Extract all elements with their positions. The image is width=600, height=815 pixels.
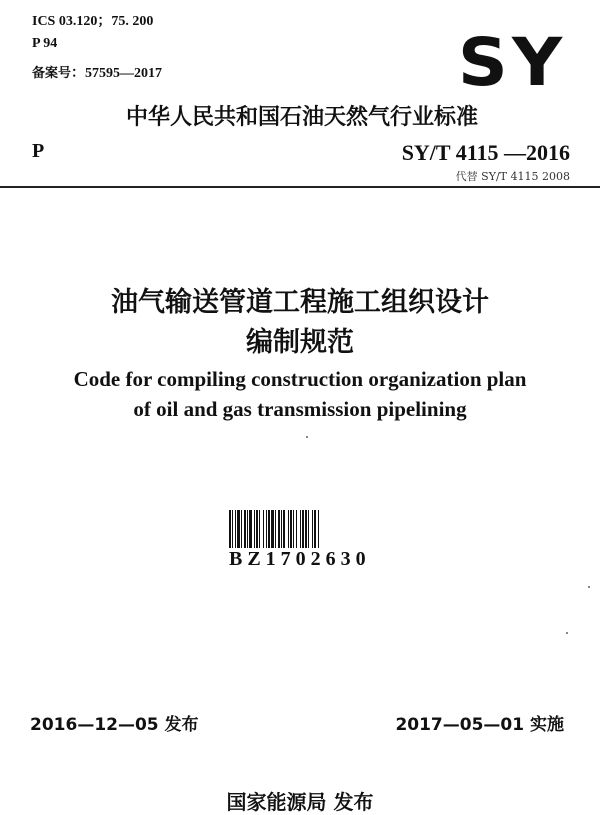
standard-number: SY/T 4115 —2016 [401, 140, 570, 165]
title-cn-line2: 编制规范 [246, 327, 354, 358]
title-cn-line1: 油气输送管道工程施工组织设计 [111, 287, 489, 318]
barcode-image [229, 510, 389, 548]
publisher: 国家能源局 发布 [226, 790, 374, 814]
record-number [32, 62, 162, 82]
scan-speck [588, 586, 590, 588]
scan-speck [566, 632, 568, 634]
ics-code: ICS 03.120；75. 200 [32, 14, 154, 29]
record-number-value: ：57595—2017 [71, 66, 163, 81]
replaces-standard: 代替 SY/T 4115 2008 [455, 170, 570, 183]
sy-logo: SY [457, 24, 566, 101]
category-letter: P [32, 140, 45, 162]
scan-speck [306, 436, 308, 438]
classification-code: P 94 [32, 36, 58, 51]
barcode-text: BZ1702630 [229, 548, 371, 570]
title-en-line1: Code for compiling construction organization plan [73, 367, 527, 391]
effective-date: 2017—05—01 实施 [395, 715, 564, 735]
record-number-label: 备案号 [32, 66, 72, 81]
title-en-line2: of oil and gas transmission pipelining [133, 397, 467, 421]
issue-date: 2016—12—05 发布 [30, 715, 199, 735]
header-divider [0, 186, 600, 188]
industry-standard-title: 中华人民共和国石油天然气行业标准 [126, 105, 479, 130]
